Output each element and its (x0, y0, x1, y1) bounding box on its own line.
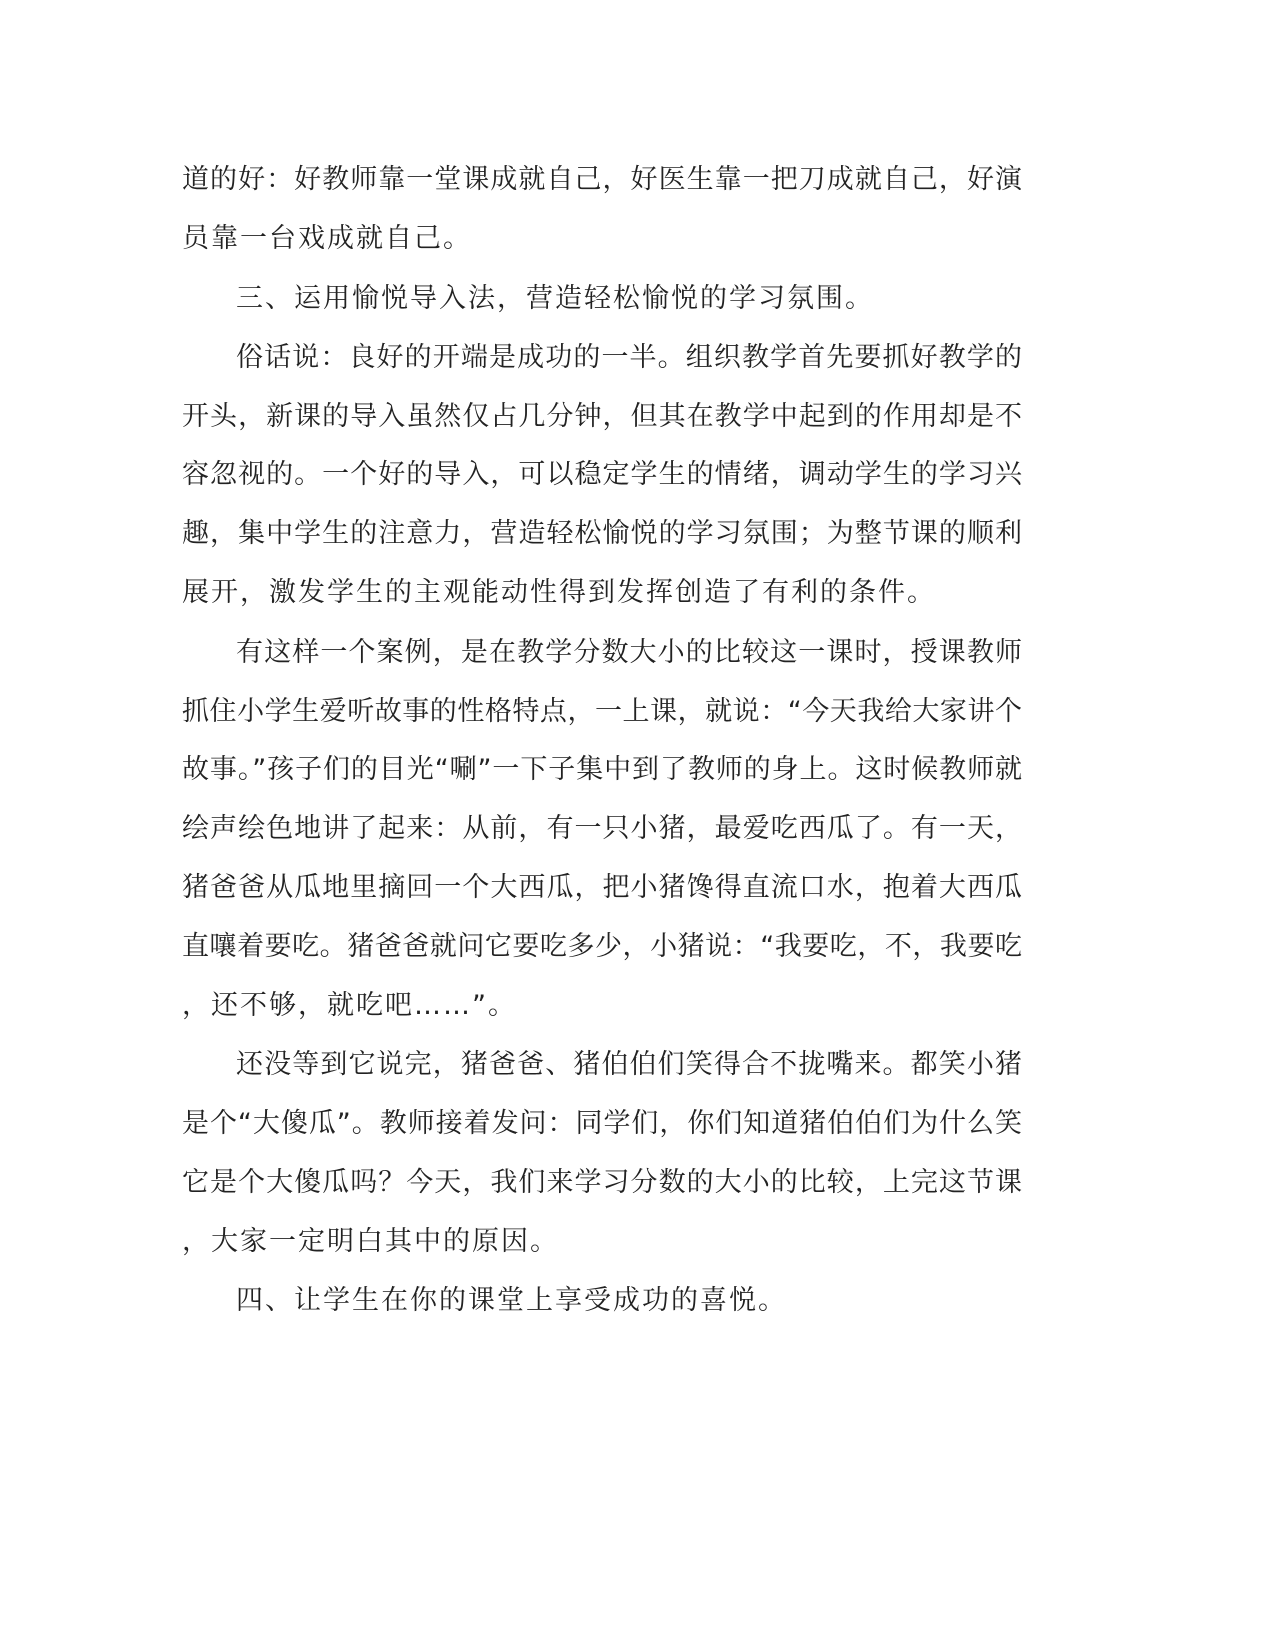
text-line: 故事。”孩子们的目光“唰”一下子集中到了教师的身上。这时候教师就 (182, 754, 1022, 785)
text-line: 有这样一个案例，是在教学分数大小的比较这一课时，授课教师 (236, 637, 1022, 668)
text-line: 绘声绘色地讲了起来：从前，有一只小猪，最爱吃西瓜了。有一天， (182, 813, 1022, 844)
text-line: ，大家一定明白其中的原因。 (182, 1226, 559, 1257)
text-line: 趣，集中学生的注意力，营造轻松愉悦的学习氛围；为整节课的顺利 (182, 518, 1022, 549)
text-line: 容忽视的。一个好的导入，可以稳定学生的情绪，调动学生的学习兴 (182, 459, 1022, 490)
text-line: ，还不够，就吃吧……”。 (182, 990, 517, 1021)
text-line: 员靠一台戏成就自己。 (182, 223, 472, 254)
text-line: 猪爸爸从瓜地里摘回一个大西瓜，把小猪馋得直流口水，抱着大西瓜 (182, 872, 1022, 903)
text-line: 还没等到它说完，猪爸爸、猪伯伯们笑得合不拢嘴来。都笑小猪 (236, 1049, 1022, 1080)
text-line: 直嚷着要吃。猪爸爸就问它要吃多少，小猪说：“我要吃，不，我要吃 (182, 931, 1022, 962)
text-line: 俗话说：良好的开端是成功的一半。组织教学首先要抓好教学的 (236, 342, 1022, 373)
text-line: 道的好：好教师靠一堂课成就自己，好医生靠一把刀成就自己，好演 (182, 164, 1022, 195)
section-heading: 三、运用愉悦导入法，营造轻松愉悦的学习氛围。 (236, 283, 874, 314)
text-line: 展开，激发学生的主观能动性得到发挥创造了有利的条件。 (182, 577, 936, 608)
text-line: 抓住小学生爱听故事的性格特点，一上课，就说：“今天我给大家讲个 (182, 696, 1022, 727)
text-line: 它是个大傻瓜吗？今天，我们来学习分数的大小的比较，上完这节课 (182, 1167, 1022, 1198)
text-line: 开头，新课的导入虽然仅占几分钟，但其在教学中起到的作用却是不 (182, 401, 1022, 432)
section-heading: 四、让学生在你的课堂上享受成功的喜悦。 (236, 1285, 787, 1316)
text-line: 是个“大傻瓜”。教师接着发问：同学们，你们知道猪伯伯们为什么笑 (182, 1108, 1022, 1139)
